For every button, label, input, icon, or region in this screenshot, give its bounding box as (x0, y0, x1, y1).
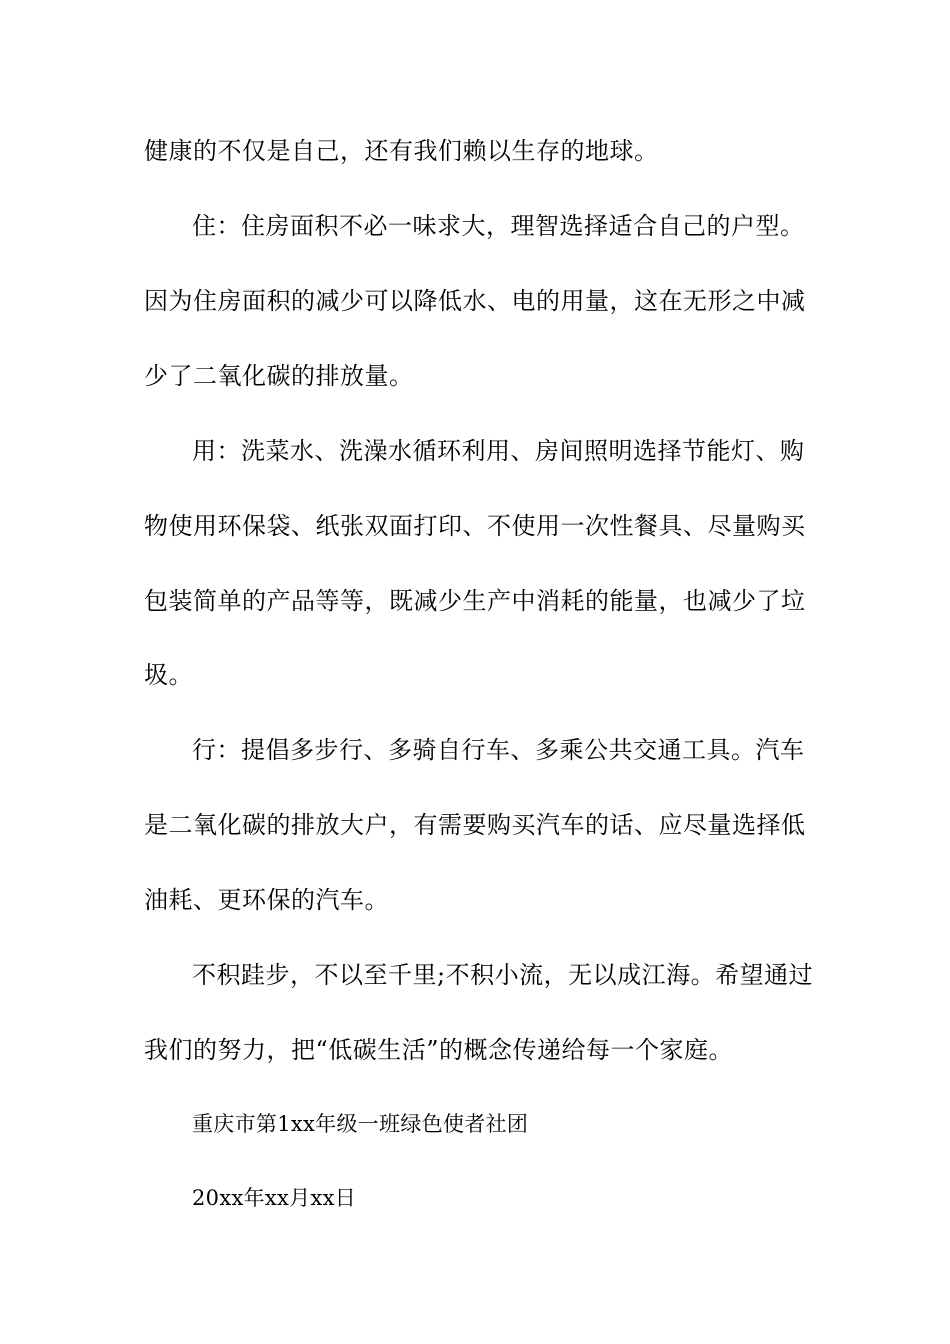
paragraph-line: 少了二氧化碳的排放量。 (144, 362, 414, 390)
paragraph-line: 物使用环保袋、纸张双面打印、不使用一次性餐具、尽量购买 (144, 512, 806, 540)
paragraph-line: 因为住房面积的减少可以降低水、电的用量，这在无形之中减 (144, 287, 806, 315)
paragraph-line: 圾。 (144, 661, 193, 689)
signature-line: 重庆市第1xx年级一班绿色使者社团 (192, 1112, 529, 1136)
paragraph-line: 油耗、更环保的汽车。 (144, 886, 389, 914)
paragraph-line: 健康的不仅是自己，还有我们赖以生存的地球。 (144, 137, 659, 165)
date-line: 20xx年xx月xx日 (192, 1186, 357, 1210)
paragraph-line: 行：提倡多步行、多骑自行车、多乘公共交通工具。汽车 (192, 736, 805, 764)
paragraph-line: 包装简单的产品等等，既减少生产中消耗的能量，也减少了垃 (144, 587, 806, 615)
paragraph-line: 用：洗菜水、洗澡水循环利用、房间照明选择节能灯、购 (192, 437, 805, 465)
paragraph-line: 是二氧化碳的排放大户，有需要购买汽车的话、应尽量选择低 (144, 811, 806, 839)
paragraph-line: 住：住房面积不必一味求大，理智选择适合自己的户型。 (192, 212, 805, 240)
paragraph-line: 不积跬步，不以至千里;不积小流，无以成江海。希望通过 (192, 961, 814, 989)
paragraph-line: 我们的努力，把“低碳生活”的概念传递给每一个家庭。 (144, 1036, 734, 1064)
